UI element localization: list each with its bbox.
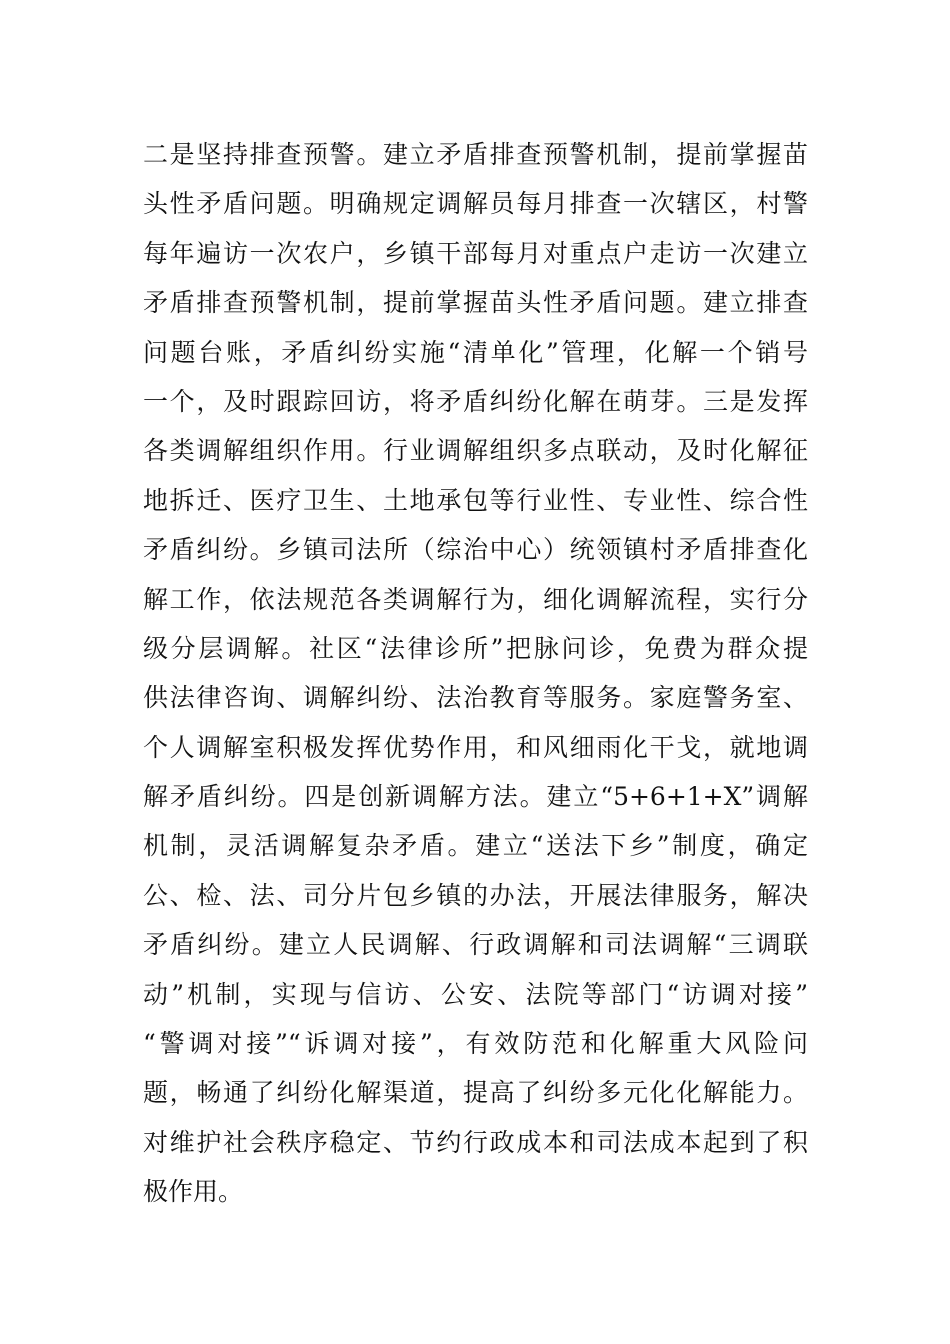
text-line: 对维护社会秩序稳定、节约行政成本和司法成本起到了积 xyxy=(143,1127,808,1157)
text-line: 一个，及时跟踪回访，将矛盾纠纷化解在萌芽。三是发挥 xyxy=(143,386,808,416)
text-line: 供法律咨询、调解纠纷、法治教育等服务。家庭警务室、 xyxy=(143,683,808,713)
text-line: 解矛盾纠纷。四是创新调解方法。建立“5+6+1+X”调解 xyxy=(143,782,808,812)
text-line: 机制，灵活调解复杂矛盾。建立“送法下乡”制度，确定 xyxy=(143,831,808,861)
text-line: “警调对接”“诉调对接”，有效防范和化解重大风险问 xyxy=(143,1029,808,1059)
text-line: 个人调解室积极发挥优势作用，和风细雨化干戈，就地调 xyxy=(143,732,808,762)
text-line: 级分层调解。社区“法律诊所”把脉问诊，免费为群众提 xyxy=(143,633,808,663)
text-line: 解工作，依法规范各类调解行为，细化调解流程，实行分 xyxy=(143,584,808,614)
text-line: 各类调解组织作用。行业调解组织多点联动，及时化解征 xyxy=(143,436,808,466)
text-line: 矛盾排查预警机制，提前掌握苗头性矛盾问题。建立排查 xyxy=(143,288,808,318)
text-line: 二是坚持排查预警。建立矛盾排查预警机制，提前掌握苗 xyxy=(143,140,808,169)
text-line: 问题台账，矛盾纠纷实施“清单化”管理，化解一个销号 xyxy=(143,337,808,367)
text-line: 头性矛盾问题。明确规定调解员每月排查一次辖区，村警 xyxy=(143,189,808,219)
text-line: 每年遍访一次农户，乡镇干部每月对重点户走访一次建立 xyxy=(143,238,808,268)
text-line: 动”机制，实现与信访、公安、法院等部门“访调对接” xyxy=(143,979,808,1009)
body-paragraph xyxy=(143,130,808,1217)
text-line: 题，畅通了纠纷化解渠道，提高了纠纷多元化化解能力。 xyxy=(143,1078,808,1108)
text-line: 极作用。 xyxy=(143,1177,244,1207)
text-line: 矛盾纠纷。建立人民调解、行政调解和司法调解“三调联 xyxy=(143,930,808,960)
text-line: 地拆迁、医疗卫生、土地承包等行业性、专业性、综合性 xyxy=(143,485,808,515)
text-line: 公、检、法、司分片包乡镇的办法，开展法律服务，解决 xyxy=(143,880,808,910)
text-line: 矛盾纠纷。乡镇司法所（综治中心）统领镇村矛盾排查化 xyxy=(143,535,808,565)
